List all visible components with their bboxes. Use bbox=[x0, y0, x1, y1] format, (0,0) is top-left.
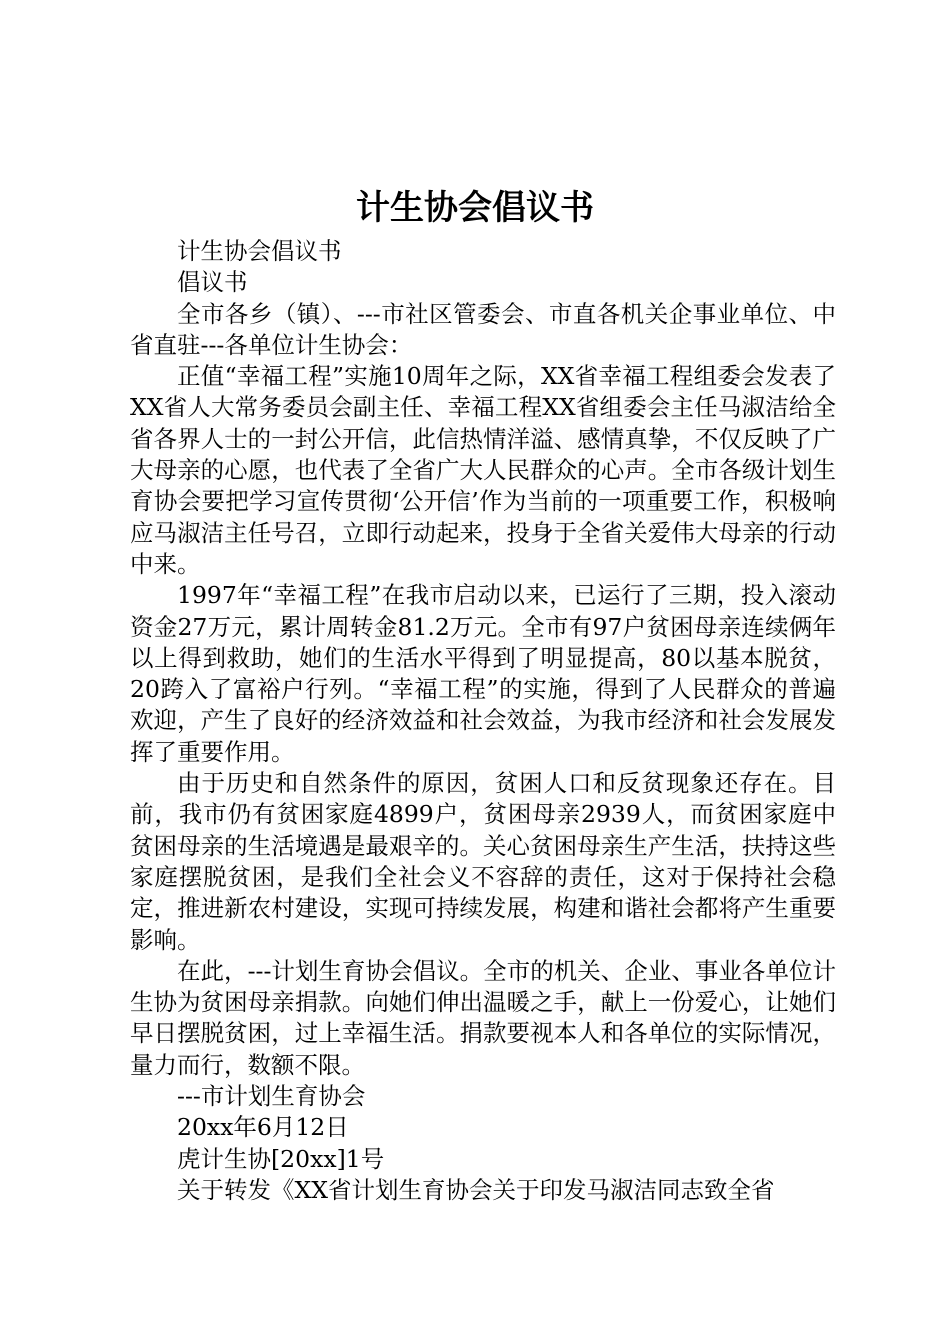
paragraph-subtitle: 倡议书 bbox=[177, 268, 248, 297]
paragraph-signature: ---市计划生育协会 bbox=[177, 1082, 366, 1111]
paragraph-body: 1997年“幸福工程”在我市启动以来，已运行了三期，投入滚动资金27万元，累计周转金81.2万元。全市有97户贫困母亲连续俩年以上得到救助，她们的生活水平得到了明显提高，80以基本脱贫，20跨入了富裕户行列。“幸福工程”的实施，得到了人民群众的普遍欢迎，产生了良好的经济效益和社会效益，为我市经济和社会发展发挥了重要作用。 bbox=[130, 581, 836, 766]
paragraph-salutation: 全市各乡（镇）、---市社区管委会、市直各机关企事业单位、中省直驻---各单位计生协会： bbox=[130, 299, 836, 359]
paragraph-date: 20xx年6月12日 bbox=[177, 1113, 349, 1142]
paragraph-body: 正值“幸福工程”实施10周年之际，XX省幸福工程组委会发表了XX省人大常务委员会副主任、幸福工程XX省组委会主任马淑洁给全省各界人士的一封公开信，此信热情洋溢、感情真挚，不仅反映了广大母亲的心愿，也代表了全省广大人民群众的心声。全市各级计划生育协会要把学习宣传贯彻‘公开信’作为当前的一项重要工作，积极响应马淑洁主任号召，立即行动起来，投身于全省关爱伟大母亲的行动中来。 bbox=[130, 362, 836, 578]
paragraph-body: 关于转发《XX省计划生育协会关于印发马淑洁同志致全省 bbox=[177, 1175, 775, 1204]
paragraph-doc-number: 虎计生协[20xx]1号 bbox=[177, 1144, 385, 1173]
paragraph-body: 在此，---计划生育协会倡议。全市的机关、企业、事业各单位计生协为贫困母亲捐款。向她们伸出温暖之手，献上一份爱心，让她们早日摆脱贫困，过上幸福生活。捐款要视本人和各单位的实际情况，量力而行，数额不限。 bbox=[130, 956, 836, 1079]
document-body bbox=[130, 236, 836, 1206]
paragraph-body: 由于历史和自然条件的原因，贫困人口和反贫现象还存在。目前，我市仍有贫困家庭4899户，贫困母亲2939人，而贫困家庭中贫困母亲的生活境遇是最艰辛的。关心贫困母亲生产生活，扶持这些家庭摆脱贫困，是我们全社会义不容辞的责任，这对于保持社会稳定，推进新农村建设，实现可持续发展，构建和谐社会都将产生重要影响。 bbox=[130, 769, 836, 954]
document-title: 计生协会倡议书 bbox=[356, 188, 594, 228]
paragraph-heading-repeat: 计生协会倡议书 bbox=[177, 237, 342, 265]
